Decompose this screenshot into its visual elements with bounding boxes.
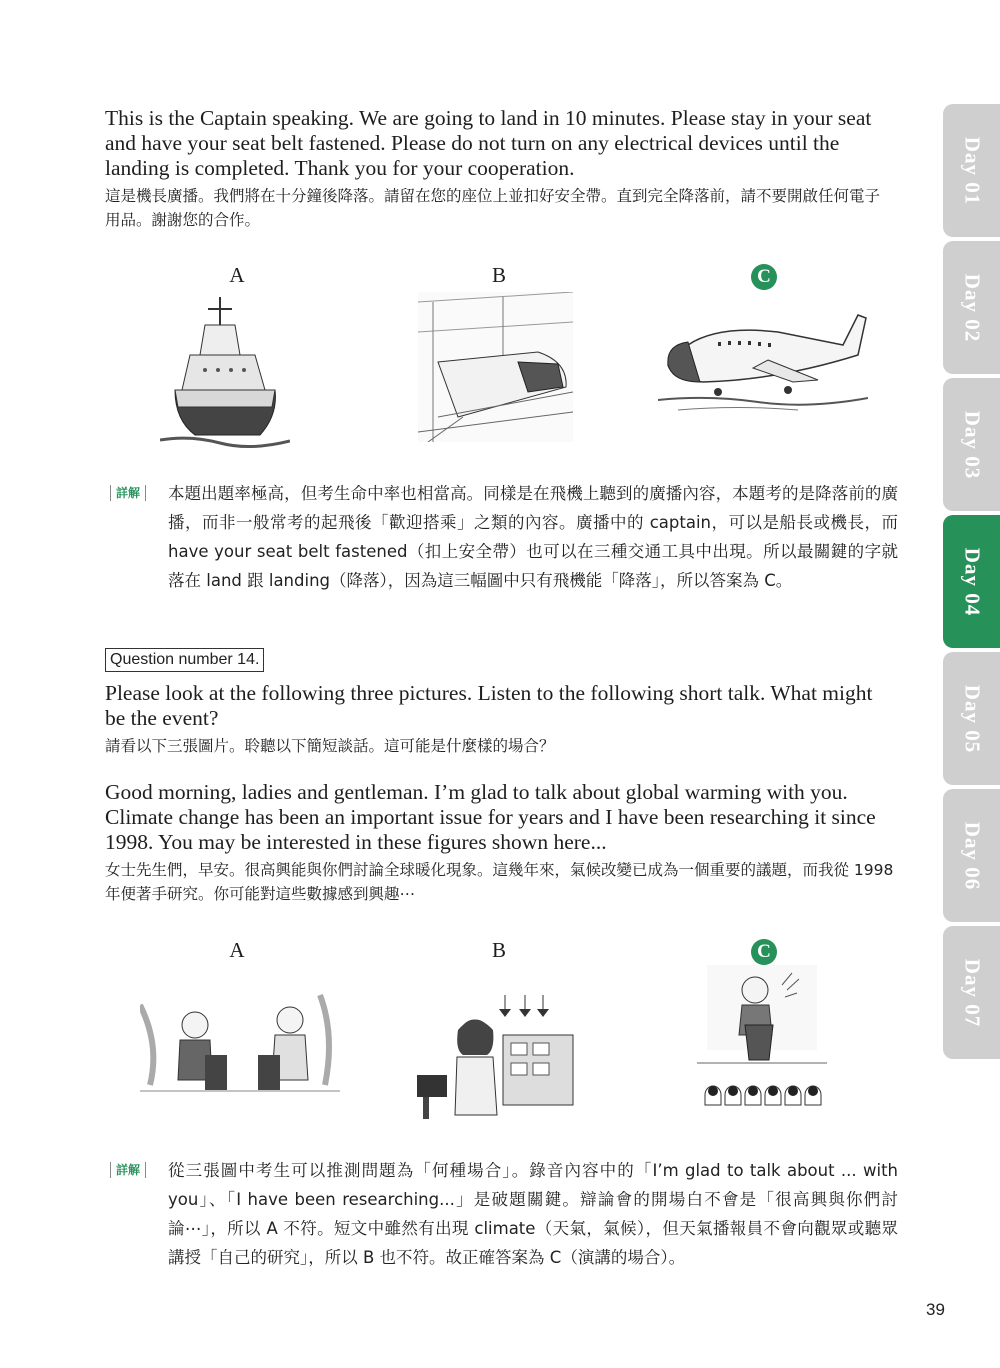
train-station-illustration bbox=[418, 292, 573, 442]
question-number-label: Question number 14. bbox=[105, 648, 264, 672]
q14-prompt bbox=[105, 681, 895, 758]
tab-label: Day 06 bbox=[960, 821, 984, 890]
lecture-illustration bbox=[697, 965, 827, 1120]
detail-tag: 詳解 bbox=[110, 485, 146, 501]
q14-option-a: A bbox=[229, 938, 245, 962]
tab-label: Day 02 bbox=[960, 273, 984, 342]
tab-day-01[interactable] bbox=[943, 104, 1000, 237]
tab-label: Day 03 bbox=[960, 410, 984, 479]
tab-day-07[interactable] bbox=[943, 926, 1000, 1059]
q14-option-b: B bbox=[491, 938, 506, 962]
q14-option-c-answer: C bbox=[751, 939, 777, 965]
tab-day-04[interactable] bbox=[943, 515, 1000, 648]
q14-option-labels bbox=[105, 938, 895, 968]
q14-chinese: 女士先生們，早安。很高興能與你們討論全球暖化現象。這幾年來，氣候改變已成為一個重要的議題，而我從 1998 年便著手研究。你可能對這些數據感到興趣⋯ bbox=[105, 861, 894, 903]
tab-day-03[interactable] bbox=[943, 378, 1000, 511]
q14-english: Good morning, ladies and gentleman. I’m glad to talk about global warming with you. Climate change has been an important issue for years and I have been researching it since 1998. You may be interested in these figures shown here... bbox=[105, 780, 876, 854]
debate-illustration bbox=[140, 985, 340, 1095]
tab-label: Day 07 bbox=[960, 958, 984, 1027]
q13-detail-text: 本題出題率極高，但考生命中率也相當高。同樣是在飛機上聽到的廣播內容，本題考的是降落前的廣播，而非一般常考的起飛後「歡迎搭乘」之類的內容。廣播中的 captain，可以是船長或機長，而 have your seat belt fastened（扣上安全帶）也可以在三種交通工具中出現。所以最關鍵的字就落在 land 跟 landing（降落），因為這三幅圖中只有飛機能「降落」，所以答案為 C。 bbox=[168, 484, 898, 590]
airplane-illustration bbox=[658, 310, 868, 420]
weather-report-illustration bbox=[415, 995, 575, 1120]
q13-option-b: B bbox=[491, 263, 506, 287]
q13-english: This is the Captain speaking. We are going to land in 10 minutes. Please stay in your seat and have your seat belt fastened. Please do not turn on any electrical devices until the landing is completed. Thank you for your cooperation. bbox=[105, 106, 872, 180]
q14-prompt-chinese: 請看以下三張圖片。聆聽以下簡短談話。這可能是什麼樣的場合？ bbox=[105, 737, 555, 755]
q13-option-labels bbox=[105, 263, 895, 293]
tab-label: Day 04 bbox=[960, 547, 984, 616]
q13-transcript bbox=[105, 106, 895, 232]
ship-illustration bbox=[160, 295, 290, 450]
tab-day-06[interactable] bbox=[943, 789, 1000, 922]
q14-transcript bbox=[105, 780, 895, 906]
q13-option-a: A bbox=[229, 263, 245, 287]
tab-label: Day 01 bbox=[960, 136, 984, 205]
tab-day-02[interactable] bbox=[943, 241, 1000, 374]
page-number: 39 bbox=[926, 1300, 945, 1319]
tab-label: Day 05 bbox=[960, 684, 984, 753]
q14-detail-text: 從三張圖中考生可以推測問題為「何種場合」。錄音內容中的「I’m glad to talk about ... with you」、「I have been researching...」是破題關鍵。辯論會的開場白不會是「很高興與你們討論⋯」，所以 A 不符。短文中雖然有出現 climate（天氣，氣候），但天氣播報員不會向觀眾或聽眾講授「自己的研究」，所以 B 也不符。故正確答案為 C（演講的場合）。 bbox=[168, 1161, 898, 1267]
q13-chinese: 這是機長廣播。我們將在十分鐘後降落。請留在您的座位上並扣好安全帶。直到完全降落前，請不要開啟任何電子用品。謝謝您的合作。 bbox=[105, 187, 881, 229]
detail-tag: 詳解 bbox=[110, 1162, 146, 1178]
q14-prompt-english: Please look at the following three pictures. Listen to the following short talk. What might be the event? bbox=[105, 681, 873, 730]
tab-day-05[interactable] bbox=[943, 652, 1000, 785]
q13-option-c-answer: C bbox=[751, 264, 777, 290]
